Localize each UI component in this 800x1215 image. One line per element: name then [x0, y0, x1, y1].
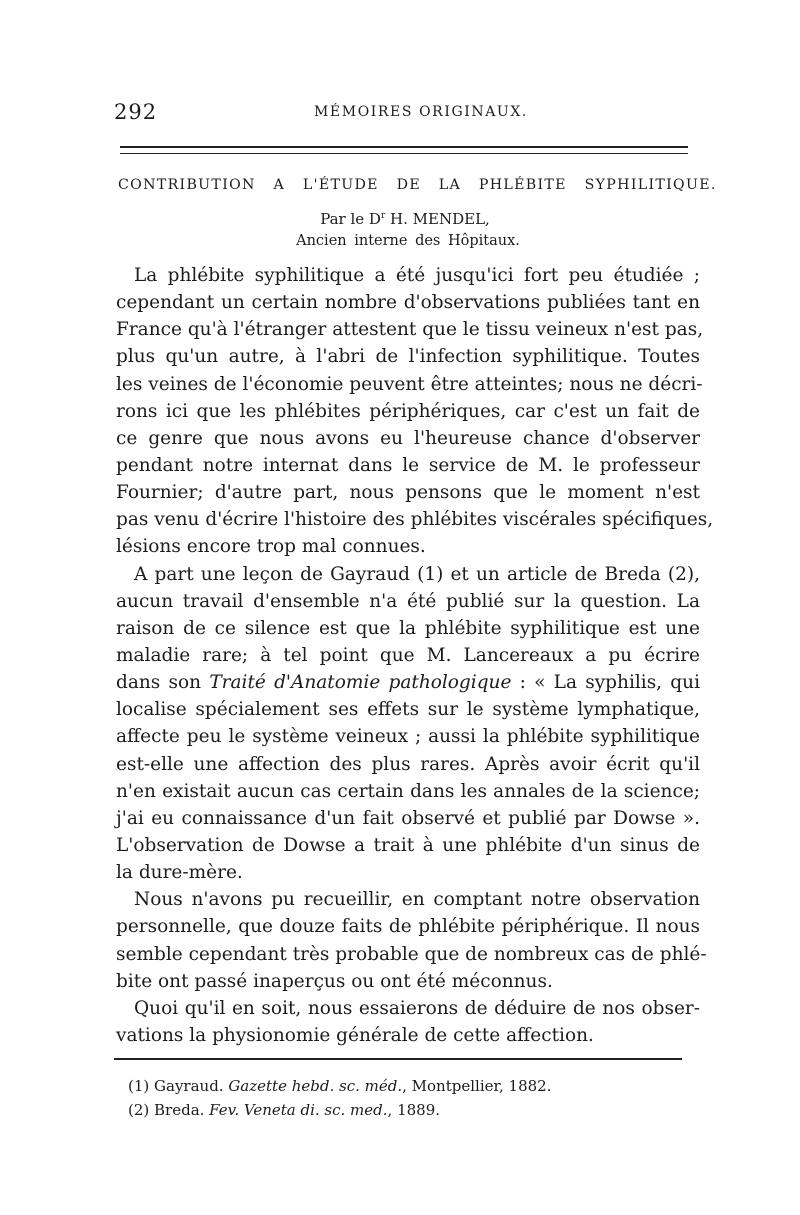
text-line-with-italic [116, 669, 700, 696]
footnote-marker: (1) [128, 1077, 155, 1095]
footnote [128, 1098, 688, 1122]
running-head [114, 100, 688, 126]
text-line: affecte peu le système veineux ; aussi la phlébite syphilitique [116, 726, 700, 748]
author-prefix-sup: r [380, 211, 386, 221]
text-line: Quoi qu'il en soit, nous essaierons de déduire de nos obser- [134, 997, 700, 1019]
footnote-rest: , 1889. [387, 1101, 441, 1119]
article-title: CONTRIBUTION A L'ÉTUDE DE LA PHLÉBITE SYPHILITIQUE. [118, 177, 717, 193]
text-line: aucun travail d'ensemble n'a été publié sur la question. La [116, 590, 700, 612]
text-line: plus qu'un autre, à l'abri de l'infection syphilitique. Toutes [116, 346, 700, 368]
footnotes [128, 1074, 688, 1122]
text-line: bite ont passé inaperçus ou ont été méconnus. [116, 970, 553, 992]
footnote [128, 1074, 688, 1098]
text-line: raison de ce silence est que la phlébite syphilitique est une [116, 617, 700, 639]
text-line: est-elle une affection des plus rares. Après avoir écrit qu'il [116, 753, 700, 775]
text-line: Nous n'avons pu recueillir, en comptant notre observation [134, 889, 700, 911]
header-rule [120, 146, 688, 154]
running-title: MÉMOIRES ORIGINAUX. [314, 104, 528, 120]
footnote-rule [114, 1058, 682, 1060]
book-title-italic: Traité d'Anatomie pathologique [209, 672, 512, 694]
text-line: France qu'à l'étranger attestent que le tissu veineux n'est pas, [116, 319, 704, 341]
text-line: ce genre que nous avons eu l'heureuse chance d'observer [116, 427, 700, 449]
article-body [116, 262, 714, 1049]
text-line: localise spécialement ses effets sur le système lymphatique, [116, 699, 700, 721]
text-line: Fournier; d'autre part, nous pensons que le moment n'est [116, 482, 700, 504]
text-line: j'ai eu connaissance d'un fait observé et publié par Dowse ». [116, 807, 700, 829]
footnote-author: Gayraud. [154, 1077, 229, 1095]
text-line: La phlébite syphilitique a été jusqu'ici fort peu étudiée ; [134, 265, 700, 286]
footnote-rest: , Montpellier, 1882. [402, 1077, 552, 1095]
text-line: A part une leçon de Gayraud (1) et un article de Breda (2), [134, 563, 700, 585]
text-line: cependant un certain nombre d'observations publiées tant en [116, 292, 700, 314]
text-line: semble cependant très probable que de nombreux cas de phlé- [116, 943, 707, 965]
text-fragment: : « La syphilis, qui [511, 672, 700, 694]
footnote-journal: Fev. Veneta di. sc. med. [209, 1101, 388, 1119]
footnote-journal: Gazette hebd. sc. méd. [228, 1077, 403, 1095]
text-line: L'observation de Dowse a trait à une phlébite d'un sinus de [116, 834, 700, 856]
author-line [0, 210, 800, 228]
author-prefix: Par le D [320, 210, 381, 228]
author-name: H. MENDEL, [385, 210, 490, 228]
footnote-marker: (2) [128, 1101, 155, 1119]
text-line: la dure-mère. [116, 862, 243, 884]
text-line: pendant notre internat dans le service de M. le professeur [116, 454, 700, 476]
text-fragment: dans son [116, 672, 210, 694]
text-line: vations la physionomie générale de cette affection. [116, 1024, 594, 1046]
author-affiliation: Ancien interne des Hôpitaux. [296, 233, 520, 249]
text-line: n'en existait aucun cas certain dans les annales de la science; [116, 780, 700, 802]
text-line: rons ici que les phlébites périphériques, car c'est un fait de [116, 400, 700, 422]
page-number: 292 [114, 100, 158, 124]
text-line: maladie rare; à tel point que M. Lancereaux a pu écrire [116, 644, 700, 666]
text-line: personnelle, que douze faits de phlébite périphérique. Il nous [116, 916, 700, 938]
text-line: pas venu d'écrire l'histoire des phlébites viscérales spécifiques, [116, 509, 714, 531]
footnote-author: Breda. [154, 1101, 210, 1119]
text-line: lésions encore trop mal connues. [116, 536, 426, 558]
text-line: les veines de l'économie peuvent être atteintes; nous ne décri- [116, 373, 703, 395]
